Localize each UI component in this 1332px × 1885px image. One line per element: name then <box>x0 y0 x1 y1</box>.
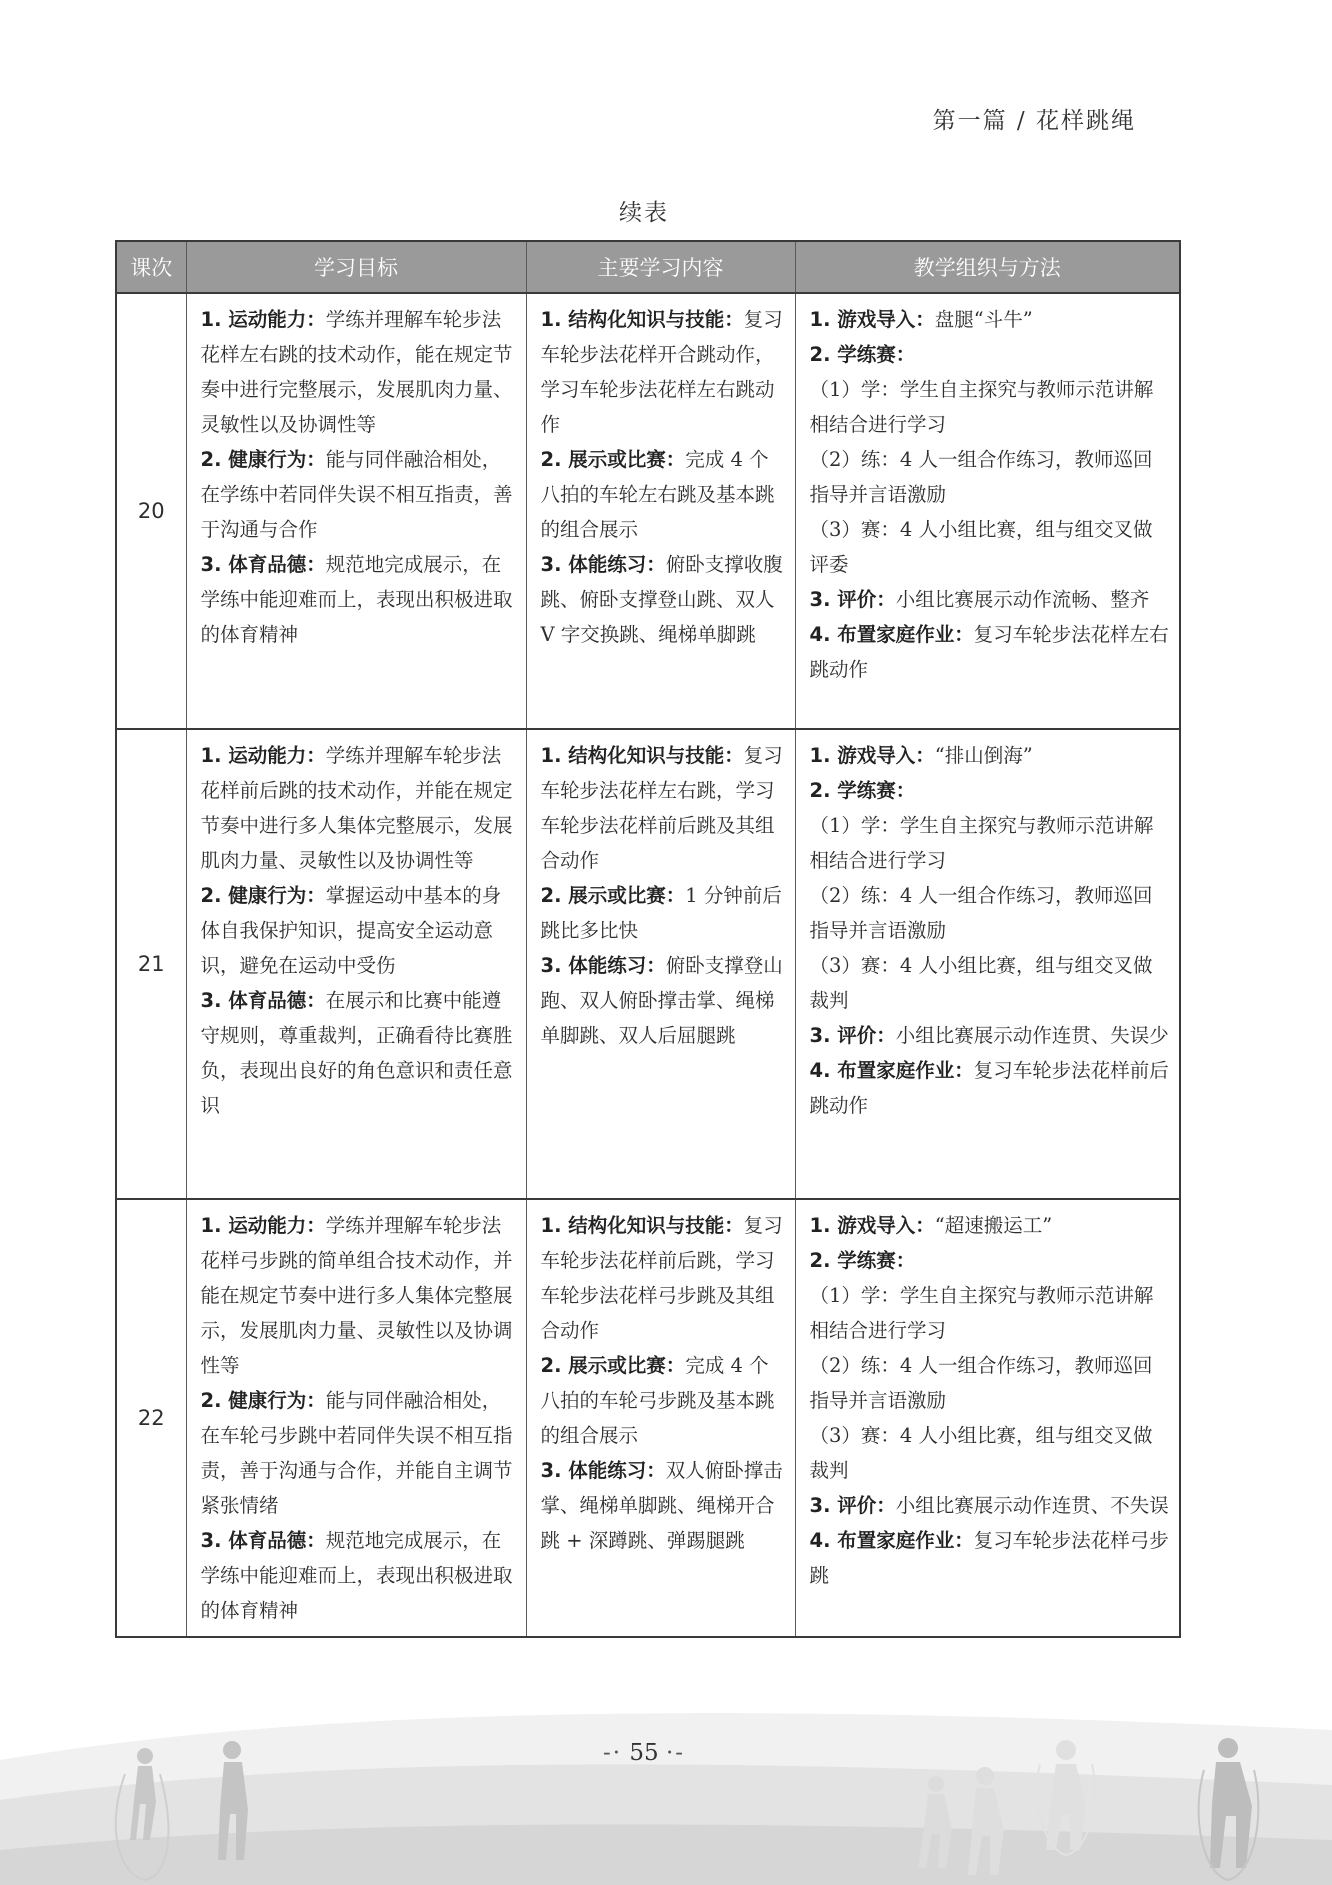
list-item: （3）赛：4 人小组比赛，组与组交叉做裁判 <box>809 954 1153 1012</box>
methods-cell <box>795 1199 1180 1637</box>
methods-cell <box>795 293 1180 729</box>
list-item: （1）学：学生自主探究与教师示范讲解相结合进行学习 <box>809 814 1154 872</box>
table-caption: 续表 <box>619 200 669 226</box>
list-item: 2. 健康行为：掌握运动中基本的身体自我保护知识，提高安全运动意识，避免在运动中受伤 <box>200 884 502 977</box>
list-item: （2）练：4 人一组合作练习，教师巡回指导并言语激励 <box>809 448 1153 506</box>
list-item: （1）学：学生自主探究与教师示范讲解相结合进行学习 <box>809 1284 1154 1342</box>
goals-cell <box>186 729 526 1199</box>
running-head: 第一篇 / 花样跳绳 <box>932 108 1136 134</box>
list-item: 2. 展示或比赛：完成 4 个八拍的车轮弓步跳及基本跳的组合展示 <box>540 1354 775 1447</box>
list-item: 1. 结构化知识与技能：复习车轮步法花样前后跳，学习车轮步法花样弓步跳及其组合动作 <box>540 1214 783 1342</box>
list-item: 3. 体育品德：规范地完成展示，在学练中能迎难而上，表现出积极进取的体育精神 <box>200 553 513 646</box>
list-item: 3. 体能练习：双人俯卧撑击掌、绳梯单脚跳、绳梯开合跳 + 深蹲跳、弹踢腿跳 <box>540 1459 783 1552</box>
list-item: 2. 展示或比赛：1 分钟前后跳比多比快 <box>540 884 782 942</box>
list-item: 3. 体能练习：俯卧支撑登山跑、双人俯卧撑击掌、绳梯单脚跳、双人后屈腿跳 <box>540 954 783 1047</box>
lesson-number: 22 <box>116 1199 186 1637</box>
page-number-ornament-right: ·- <box>665 1740 686 1766</box>
list-item: 3. 评价：小组比赛展示动作流畅、整齐 <box>809 588 1150 611</box>
list-item: 2. 学练赛： <box>809 1249 916 1272</box>
list-item: （3）赛：4 人小组比赛，组与组交叉做评委 <box>809 518 1153 576</box>
lesson-number: 20 <box>116 293 186 729</box>
column-header: 主要学习内容 <box>526 241 795 293</box>
page-number-value: 55 <box>629 1740 659 1766</box>
list-item: 1. 运动能力：学练并理解车轮步法花样左右跳的技术动作，能在规定节奏中进行完整展示，发展肌肉力量、灵敏性以及协调性等 <box>200 308 513 436</box>
list-item: （3）赛：4 人小组比赛，组与组交叉做裁判 <box>809 1424 1153 1482</box>
table-body <box>116 293 1180 1637</box>
list-item: 4. 布置家庭作业：复习车轮步法花样弓步跳 <box>809 1529 1169 1587</box>
list-item: 1. 运动能力：学练并理解车轮步法花样前后跳的技术动作，并能在规定节奏中进行多人集体完整展示，发展肌肉力量、灵敏性以及协调性等 <box>200 744 513 872</box>
page-number <box>0 1740 1288 1766</box>
page-number-ornament-left: -· <box>602 1740 623 1766</box>
list-item: 2. 学练赛： <box>809 343 916 366</box>
list-item: 3. 评价：小组比赛展示动作连贯、失误少 <box>809 1024 1169 1047</box>
table-header-row <box>116 241 1180 293</box>
goals-cell <box>186 1199 526 1637</box>
content-cell <box>526 729 795 1199</box>
list-item: 1. 游戏导入：盘腿“斗牛” <box>809 308 1033 331</box>
list-item: 3. 体能练习：俯卧支撑收腹跳、俯卧支撑登山跳、双人 V 字交换跳、绳梯单脚跳 <box>540 553 783 646</box>
goals-cell <box>186 293 526 729</box>
table-row <box>116 293 1180 729</box>
list-item: （2）练：4 人一组合作练习，教师巡回指导并言语激励 <box>809 884 1153 942</box>
list-item: （1）学：学生自主探究与教师示范讲解相结合进行学习 <box>809 378 1154 436</box>
list-item: 1. 游戏导入：“排山倒海” <box>809 744 1033 767</box>
list-item: 2. 展示或比赛：完成 4 个八拍的车轮左右跳及基本跳的组合展示 <box>540 448 775 541</box>
footer-decoration <box>0 1690 1332 1885</box>
list-item: 1. 结构化知识与技能：复习车轮步法花样开合跳动作，学习车轮步法花样左右跳动作 <box>540 308 783 436</box>
methods-cell <box>795 729 1180 1199</box>
lesson-number: 21 <box>116 729 186 1199</box>
list-item: 3. 评价：小组比赛展示动作连贯、不失误 <box>809 1494 1169 1517</box>
content-cell <box>526 293 795 729</box>
list-item: 2. 健康行为：能与同伴融洽相处，在学练中若同伴失误不相互指责，善于沟通与合作 <box>200 448 513 541</box>
list-item: 3. 体育品德：在展示和比赛中能遵守规则，尊重裁判，正确看待比赛胜负，表现出良好的角色意识和责任意识 <box>200 989 513 1117</box>
list-item: 4. 布置家庭作业：复习车轮步法花样前后跳动作 <box>809 1059 1169 1117</box>
column-header: 学习目标 <box>186 241 526 293</box>
list-item: 3. 体育品德：规范地完成展示，在学练中能迎难而上，表现出积极进取的体育精神 <box>200 1529 513 1622</box>
list-item: （2）练：4 人一组合作练习，教师巡回指导并言语激励 <box>809 1354 1153 1412</box>
list-item: 1. 结构化知识与技能：复习车轮步法花样左右跳，学习车轮步法花样前后跳及其组合动作 <box>540 744 783 872</box>
list-item: 2. 健康行为：能与同伴融洽相处，在车轮弓步跳中若同伴失误不相互指责，善于沟通与合作，并能自主调节紧张情绪 <box>200 1389 513 1517</box>
table-row <box>116 729 1180 1199</box>
column-header: 课次 <box>116 241 186 293</box>
list-item: 4. 布置家庭作业：复习车轮步法花样左右跳动作 <box>809 623 1169 681</box>
list-item: 1. 游戏导入：“超速搬运工” <box>809 1214 1053 1237</box>
list-item: 1. 运动能力：学练并理解车轮步法花样弓步跳的简单组合技术动作，并能在规定节奏中进行多人集体完整展示，发展肌肉力量、灵敏性以及协调性等 <box>200 1214 513 1377</box>
table-row <box>116 1199 1180 1637</box>
column-header: 教学组织与方法 <box>795 241 1180 293</box>
list-item: 2. 学练赛： <box>809 779 916 802</box>
lesson-plan-table <box>115 240 1181 1638</box>
content-cell <box>526 1199 795 1637</box>
